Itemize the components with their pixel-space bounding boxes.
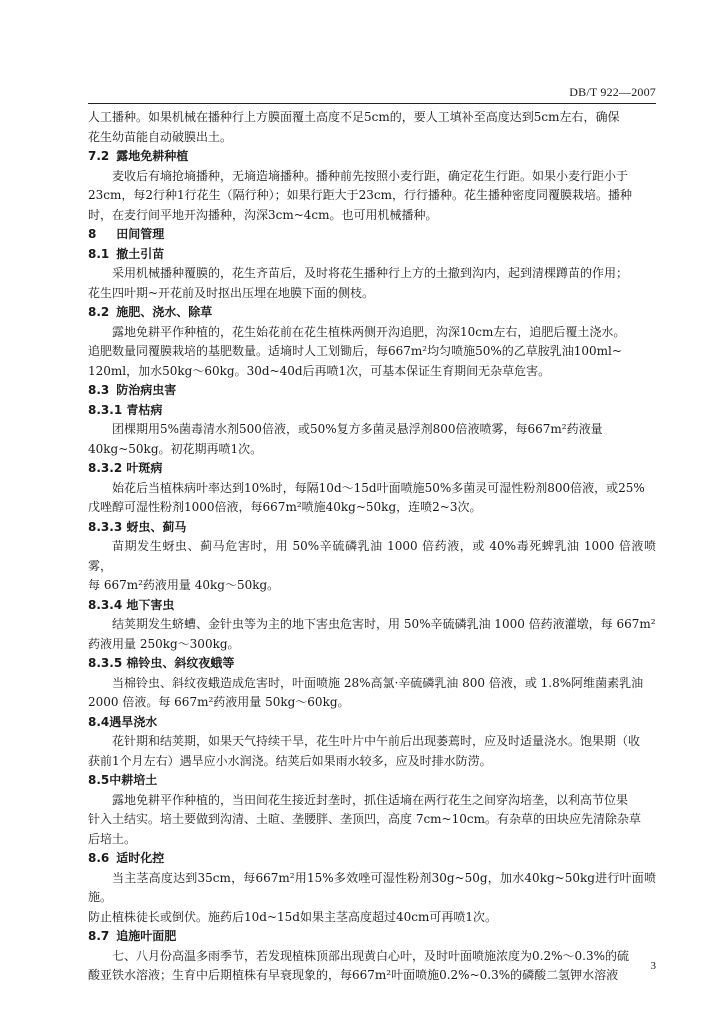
header-divider xyxy=(88,103,656,104)
section-heading: 8.3 防治病虫害 xyxy=(88,383,177,397)
text-line: 药液用量 250kg～300kg。 xyxy=(88,636,240,651)
text-line: 采用机械播种覆膜的，花生齐苗后，及时将花生播种行上方的土撤到沟内，起到清棵蹲苗的作用； xyxy=(112,266,629,280)
text-line: 防止植株徒长或倒伏。施药后10d~15d如果主茎高度超过40cm可再喷1次。 xyxy=(88,909,497,924)
text-line: 花生幼苗能自动破膜出土。 xyxy=(88,129,233,144)
section-heading: 8.2 施肥、浇水、除草 xyxy=(88,305,213,319)
text-line: 花生四叶期~开花前及时抠出压埋在地膜下面的侧枝。 xyxy=(88,285,375,300)
text-line: 人工播种。如果机械在播种行上方膜面覆土高度不足5cm的，要人工填补至高度达到5cm左右，确保 xyxy=(88,110,620,124)
text-line: 酸亚铁水溶液；生育中后期植株有早衰现象的，每667m²叶面喷施0.2%~0.3%的磷酸二氢钾水溶液 xyxy=(88,968,619,982)
text-line: 40kg~50kg。初花期再喷1次。 xyxy=(88,441,263,456)
text-line: 始花后当植株病叶率达到10%时，每隔10d～15d叶面喷施50%多菌灵可湿性粉剂800倍液，或25% xyxy=(112,480,645,495)
text-line: 120ml，加水50kg～60kg。30d~40d后再喷1次，可基本保证生育期间无杂草危害。 xyxy=(88,363,551,378)
text-line: 苗期发生蚜虫、蓟马危害时，用 50%辛硫磷乳油 1000 倍药液，或 40%毒死蜱乳油 1000 倍液喷雾， xyxy=(88,539,656,573)
section-heading: 7.2 露地免耕种植 xyxy=(88,149,189,163)
text-line: 获前1个月左右）遇旱应小水润浇。结荚后如果雨水较多，应及时排水防涝。 xyxy=(88,753,492,768)
text-line: 麦收后有墒抢墒播种，无墒造墒播种。播种前先按照小麦行距，确定花生行距。如果小麦行距小于 xyxy=(112,168,629,183)
text-line: 团棵期用5%菌毒清水剂500倍液，或50%复方多菌灵悬浮剂800倍液喷雾，每667m²药液量 xyxy=(112,422,603,436)
text-line: 当主茎高度达到35cm，每667m²用15%多效唑可湿性粉剂30g~50g，加水40kg~50kg进行叶面喷施。 xyxy=(88,870,656,904)
page-number: 3 xyxy=(650,960,656,972)
section-heading: 8.7 追施叶面肥 xyxy=(88,929,177,943)
section-heading: 8.4遇旱浇水 xyxy=(88,714,158,729)
document-body xyxy=(88,108,656,986)
text-line: 每 667m²药液用量 40kg～50kg。 xyxy=(88,578,280,592)
text-line: 结荚期发生蛴螬、金针虫等为主的地下害虫危害时，用 50%辛硫磷乳油 1000 倍药液灌墩，每 667m² xyxy=(112,617,656,631)
standard-id: DB/T 922—2007 xyxy=(569,85,656,99)
text-line: 23cm，每2行种1行花生（隔行种）；如果行距大于23cm，行行播种。花生播种密度同覆膜栽培。播种 xyxy=(88,188,633,202)
text-line: 后培土。 xyxy=(88,831,137,846)
section-heading: 8.3.4 地下害虫 xyxy=(88,597,175,612)
section-heading: 8.3.3 蚜虫、蓟马 xyxy=(88,519,187,534)
section-heading: 8.3.1 青枯病 xyxy=(88,402,163,417)
text-line: 2000 倍液。每 667m²药液用量 50kg～60kg。 xyxy=(88,695,350,709)
section-heading: 8.5中耕培土 xyxy=(88,773,158,787)
text-line: 时，在麦行间平地开沟播种，沟深3cm~4cm。也可用机械播种。 xyxy=(88,207,438,222)
text-line: 追肥数量同覆膜栽培的基肥数量。适墒时人工划锄后，每667m²均匀喷施50%的乙草胺乳油100ml~ xyxy=(88,344,622,358)
text-line: 当棉铃虫、斜纹夜蛾造成危害时，叶面喷施 28%高氯·辛硫磷乳油 800 倍液，或 1.8%阿维菌素乳油 xyxy=(112,675,644,690)
text-line: 露地免耕平作种植的，花生始花前在花生植株两侧开沟追肥，沟深10cm左右，追肥后覆土浇水。 xyxy=(112,324,626,339)
text-line: 花针期和结荚期，如果天气持续干旱，花生叶片中午前后出现萎蔫时，应及时适量浇水。饱果期（收 xyxy=(112,734,641,748)
text-line: 针入土结实。培土要做到沟清、土暄、垄腰胖、垄顶凹，高度 7cm~10cm。有杂草的田块应先清除杂草 xyxy=(88,812,641,826)
section-heading: 8.3.2 叶斑病 xyxy=(88,461,163,475)
text-line: 露地免耕平作种植的，当田间花生接近封垄时，抓住适墒在两行花生之间穿沟培垄，以利高节位果 xyxy=(112,792,629,807)
text-line: 七、八月份高温多雨季节，若发现植株顶部出现黄白心叶，及时叶面喷施浓度为0.2%～0.3%的硫 xyxy=(112,948,629,963)
section-heading: 8.3.5 棉铃虫、斜纹夜蛾等 xyxy=(88,656,235,670)
section-heading: 8.6 适时化控 xyxy=(88,851,165,865)
text-line: 戊唑醇可湿性粉剂1000倍液，每667m²喷施40kg~50kg，连喷2~3次。 xyxy=(88,500,482,514)
section-heading: 8 田间管理 xyxy=(88,227,165,241)
section-heading: 8.1 撤土引苗 xyxy=(88,246,165,261)
